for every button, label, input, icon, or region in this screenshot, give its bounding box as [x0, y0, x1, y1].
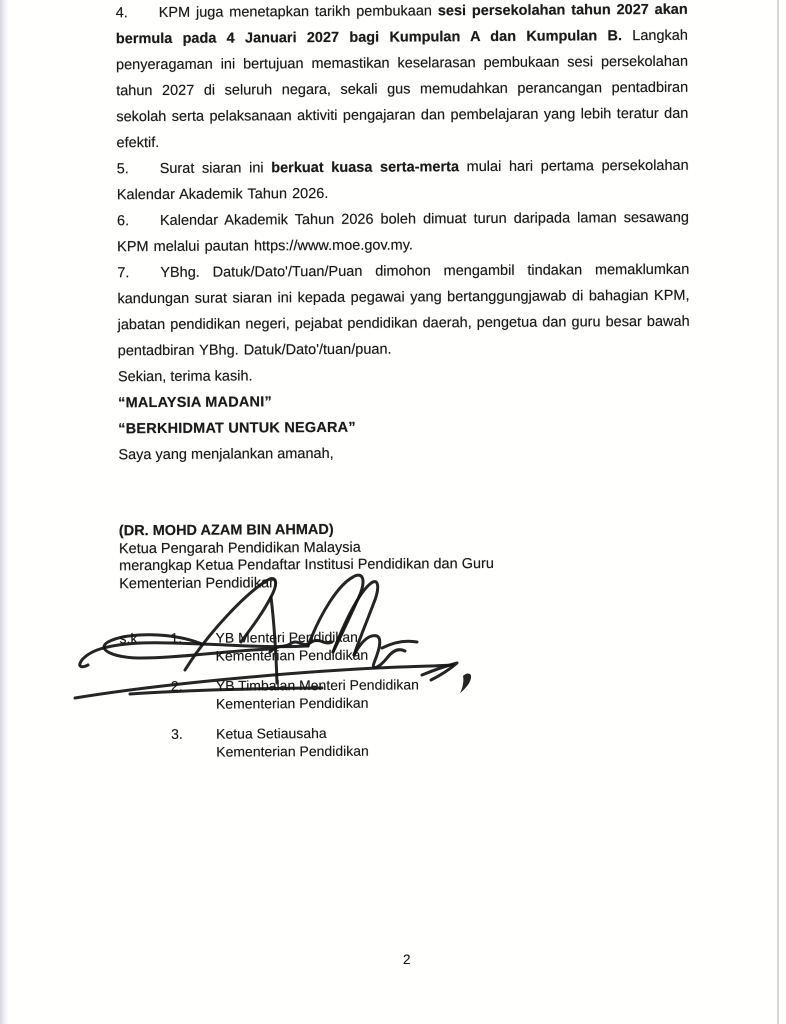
paragraph-4-rest: Langkah penyeragaman ini bertujuan memastikan keselarasan pembukaan sesi persekolahan tahun 2027 di seluruh negara, sekali gus memudahkan perancangan pentadbiran sekolah serta pelaksanaan aktiviti pengajaran dan pembelajaran yang lebih teratur dan efektif. [115, 27, 689, 152]
closing-thanks: Sekian, terima kasih. [117, 368, 253, 386]
signatory-title-3: Kementerian Pendidikan [119, 574, 278, 592]
paragraph-4-bold-text: sesi persekolahan tahun 2027 akan bermula pada 4 Januari 2027 bagi Kumpulan A dan Kumpulan B. [115, 1, 688, 48]
copy-list-item-line2: Kementerian Pendidikan [215, 694, 369, 712]
handwritten-signature [70, 570, 490, 700]
copy-list-item-line1: YB Menteri Pendidikan [215, 628, 358, 646]
paragraph-6 [117, 205, 689, 260]
copy-list-item-line2: Kementerian Pendidikan [216, 742, 369, 760]
paragraph-5-rest: mulai hari pertama persekolahan Kalendar Akademik Tahun 2026. [116, 157, 689, 204]
copy-list-item-number: 2. [170, 677, 183, 694]
scan-right-edge-line [777, 0, 779, 1024]
copy-list-item-number: 3. [171, 725, 183, 742]
copy-list-label: s.k. [119, 630, 142, 647]
paragraph-7-text: YBhg. Datuk/Dato'/Tuan/Puan dimohon mengambil tindakan memaklumkan kandungan surat siaran ini kepada pegawai yang bertanggungjawab di bahagian KPM, jabatan pendidikan negeri, pejabat pendidikan daerah, pengetua dan guru besar bawah pentadbiran YBhg. Datuk/Dato'/tuan/puan. [117, 261, 690, 360]
paragraph-5 [117, 153, 689, 208]
copy-list-item-line1: YB Timbalan Menteri Pendidikan [215, 676, 419, 694]
paragraph-4 [116, 0, 689, 156]
signatory-title-2: merangkap Ketua Pendaftar Institusi Pendidikan dan Guru [119, 555, 494, 575]
paragraph-6-number: 6. [116, 213, 130, 230]
paragraph-5-bold-text: berkuat kuasa serta-merta [271, 159, 460, 177]
copy-list-item-line1: Ketua Setiausaha [216, 724, 327, 742]
paragraph-4-lead: KPM juga menetapkan tarikh pembukaan [158, 3, 438, 21]
paragraph-7-number: 7. [117, 265, 130, 282]
slogan-berkhidmat-untuk-negara: “BERKHIDMAT UNTUK NEGARA” [118, 419, 356, 438]
sign-off-phrase: Saya yang menjalankan amanah, [118, 445, 334, 464]
copy-list-item-number: 1. [170, 629, 183, 646]
copy-list-item [120, 723, 692, 761]
paragraph-6-text: Kalendar Akademik Tahun 2026 boleh dimuat turun daripada laman sesawang KPM melalui pautan https://www.moe.gov.my. [117, 209, 690, 256]
paragraph-7 [117, 257, 690, 364]
slogan-malaysia-madani: “MALAYSIA MADANI” [118, 394, 272, 412]
paragraph-5-number: 5. [116, 161, 129, 178]
signatory-name: (DR. MOHD AZAM BIN AHMAD) [118, 521, 334, 540]
paragraph-5-lead: Surat siaran ini [159, 160, 272, 177]
paragraph-4-number: 4. [115, 5, 128, 22]
scan-left-edge-shadow [0, 0, 9, 1024]
signatory-title-1: Ketua Pengarah Pendidikan Malaysia [118, 539, 361, 557]
copy-list-item-text [216, 723, 692, 761]
copy-list-label-spacer [120, 726, 171, 761]
page-number: 2 [403, 952, 411, 967]
copy-list-item-line2: Kementerian Pendidikan [215, 646, 369, 664]
